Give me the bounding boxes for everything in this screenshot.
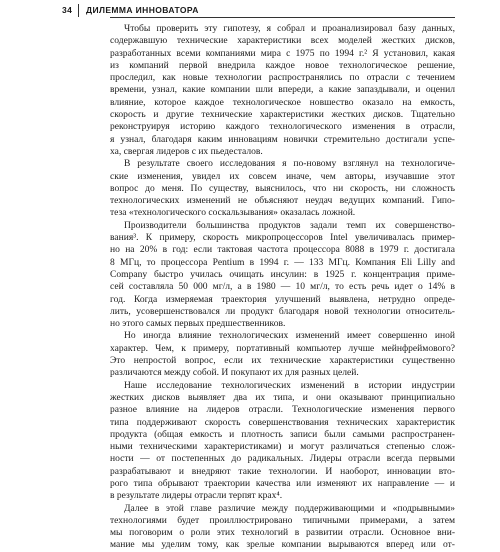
text-line: Производители большинства продуктов задали темп их совершенство- bbox=[124, 219, 455, 231]
text-line: технологиями будет проиллюстрировано типичными примерами, а затем bbox=[110, 514, 455, 526]
page-number: 34 bbox=[62, 5, 73, 15]
text-line: рого типа обрывают траектории качества или изменяют их направление — и bbox=[110, 477, 455, 489]
text-line: мание мы уделим тому, как зрелые компании вырываются вперед или от- bbox=[110, 539, 455, 551]
paragraph bbox=[110, 23, 455, 158]
text-line: вания³. К примеру, скорость микропроцессоров Intel увеличивалась пример- bbox=[110, 232, 455, 244]
text-line: но на 20% в год: если тактовая частота процессора 8088 в 1979 г. достигала bbox=[110, 244, 455, 256]
page-body bbox=[110, 23, 455, 552]
text-line: Далее в этой главе различие между поддерживающими и «подрывными» bbox=[124, 502, 455, 514]
text-line: сей составляла 50 000 мг/л, а в 1980 — 10 мг/л, то есть речь идет о 14% в bbox=[110, 281, 455, 293]
text-line: ности — от постепенных до радикальных. Лидеры отрасли всегда первыми bbox=[110, 453, 455, 465]
text-line: Чтобы проверить эту гипотезу, я собрал и проанализировал базу данных, bbox=[124, 23, 455, 34]
text-line: влияние, которое каждое технологическое новшество оказало на емкость, bbox=[110, 96, 455, 108]
paragraph bbox=[110, 380, 455, 503]
paragraph bbox=[110, 330, 455, 379]
running-title: ДИЛЕММА ИННОВАТОРА bbox=[86, 5, 199, 15]
text-line: времени, узнал, какие компании шли впереди, а какие запаздывали, и оценил bbox=[110, 84, 455, 96]
text-line: продукта (общая емкость и плотность записи были самыми распространен- bbox=[110, 428, 455, 440]
text-line: разное влияние на лидеров отрасли. Технологические изменения первого bbox=[110, 404, 455, 416]
text-line: различаются между собой. И покупают их для разных целей. bbox=[110, 367, 359, 379]
text-line: характер. Чем, к примеру, портативный компьютер лучше мейнфреймового? bbox=[110, 342, 455, 354]
text-line: разработанных всеми компаниями мира с 1975 по 1994 г.² Я установил, какая bbox=[110, 47, 455, 59]
paragraph bbox=[110, 158, 455, 219]
text-line: реконструируя историю каждого технологического изменения в отрасли, bbox=[110, 121, 455, 133]
text-line: мы поговорим о роли этих технологий в развитии отрасли. Основное вни- bbox=[110, 527, 455, 539]
header-separator bbox=[78, 4, 79, 17]
text-line: ными техническими характеристиками) и могут различаться степенью слож- bbox=[110, 441, 455, 453]
text-line: проследил, как новые технологии распространялись по отрасли с течением bbox=[110, 72, 455, 84]
text-line: лить, усовершенствовался ли продукт благодаря новой технологии относитель- bbox=[110, 305, 455, 317]
text-line: Это непростой вопрос, если их технические характеристики существенно bbox=[110, 355, 455, 367]
paragraph bbox=[110, 503, 455, 552]
text-line: в результате лидеры отрасли терпят крах⁴. bbox=[110, 490, 283, 502]
text-line: из компаний первой внедрила каждое новое технологическое решение, bbox=[110, 59, 455, 71]
header-rule bbox=[110, 17, 455, 18]
text-line: год. Когда измеряемая траектория улучшений выявлена, нетрудно опреде- bbox=[110, 293, 455, 305]
text-line: вопрос до меня. По существу, выяснилось, что ни скорость, ни сложность bbox=[110, 182, 455, 194]
running-header bbox=[22, 4, 482, 18]
text-line: Company быстро училась очищать инсулин: в 1925 г. концентрация приме- bbox=[110, 268, 455, 280]
text-line: я узнал, благодаря каким инновациям новички стремительно достигали успе- bbox=[110, 133, 455, 145]
text-line: ха, свергая лидеров с их пьедесталов. bbox=[110, 145, 263, 157]
text-line: Наше исследование технологических изменений в истории индустрии bbox=[124, 379, 455, 391]
text-line: но этого самых первых предшественников. bbox=[110, 318, 286, 330]
paragraph bbox=[110, 220, 455, 331]
text-line: 8 МГц, то процессора Pentium в 1994 г. — 133 МГц. Компания Eli Lilly and bbox=[110, 256, 455, 268]
text-line: содержавшую технические характеристики всех моделей жестких дисков, bbox=[110, 35, 455, 47]
text-line: теза «технологического соскальзывания» оказалась ложной. bbox=[110, 207, 356, 219]
text-line: скорость и другие технические характеристики жестких дисков. Тщательно bbox=[110, 109, 455, 121]
text-line: разрабатывают и внедряют такие технологии. И наоборот, инновации вто- bbox=[110, 465, 455, 477]
text-line: жестких дисков выявляет два их типа, и они оказывают принципиально bbox=[110, 391, 455, 403]
text-line: В результате своего исследования я по-новому взглянул на технологиче- bbox=[124, 158, 455, 170]
text-line: типа поддерживают скорость совершенствования технических характеристик bbox=[110, 416, 455, 428]
text-line: ские изменения, увидел их совсем иначе, чем авторы, изучавшие этот bbox=[110, 170, 455, 182]
text-line: технологических изменений не объясняют неудач ведущих компаний. Гипо- bbox=[110, 195, 455, 207]
text-line: Но иногда влияние технологических изменений имеет совершенно иной bbox=[124, 330, 455, 342]
